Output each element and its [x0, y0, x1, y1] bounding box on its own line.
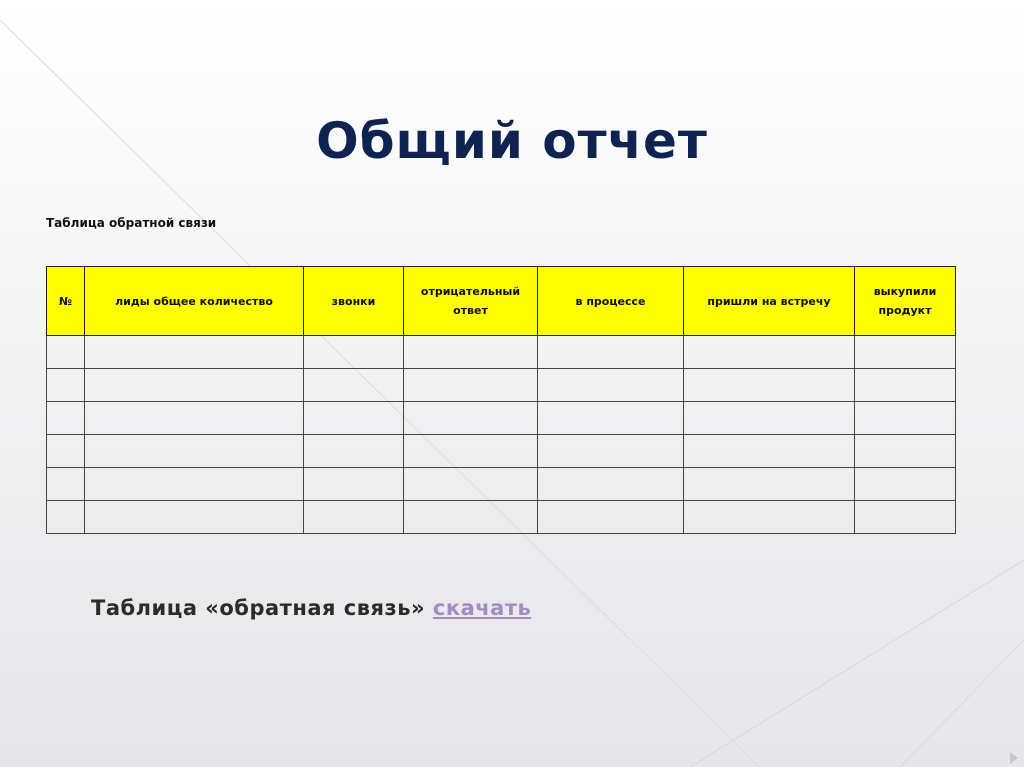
table-cell — [538, 501, 684, 534]
table-cell — [85, 402, 304, 435]
download-link[interactable]: скачать — [432, 596, 532, 620]
table-cell — [304, 336, 404, 369]
table-cell — [538, 402, 684, 435]
feedback-table — [46, 266, 956, 534]
table-cell — [538, 369, 684, 402]
table-cell — [684, 369, 855, 402]
table-cell — [855, 336, 956, 369]
table-cell — [404, 468, 538, 501]
table-cell — [304, 501, 404, 534]
column-header: в процессе — [538, 267, 684, 336]
table-cell — [304, 468, 404, 501]
table-cell — [404, 336, 538, 369]
table-cell — [85, 336, 304, 369]
table-body — [47, 336, 956, 534]
download-text: Таблица «обратная связь» — [91, 596, 426, 620]
table-cell — [47, 402, 85, 435]
table-cell — [404, 369, 538, 402]
table-cell — [304, 369, 404, 402]
download-line — [91, 596, 531, 620]
table-cell — [855, 468, 956, 501]
table-cell — [47, 435, 85, 468]
slide-title: Общий отчет — [316, 112, 708, 170]
table-cell — [855, 369, 956, 402]
table-cell — [85, 369, 304, 402]
column-header: звонки — [304, 267, 404, 336]
table-cell — [304, 402, 404, 435]
table-row — [47, 402, 956, 435]
table-cell — [684, 402, 855, 435]
table-row — [47, 336, 956, 369]
table-cell — [684, 435, 855, 468]
table-cell — [404, 501, 538, 534]
table-row — [47, 468, 956, 501]
table-cell — [538, 468, 684, 501]
table-header-row — [47, 267, 956, 336]
table-cell — [855, 435, 956, 468]
table-row — [47, 501, 956, 534]
column-header: № — [47, 267, 85, 336]
table-cell — [47, 468, 85, 501]
table-cell — [47, 501, 85, 534]
table-row — [47, 435, 956, 468]
table-cell — [47, 336, 85, 369]
table-cell — [404, 435, 538, 468]
table-cell — [684, 501, 855, 534]
table-cell — [304, 435, 404, 468]
table-row — [47, 369, 956, 402]
table-cell — [538, 435, 684, 468]
table-caption: Таблица обратной связи — [46, 216, 217, 230]
column-header: пришли на встречу — [684, 267, 855, 336]
table-cell — [85, 501, 304, 534]
table-cell — [85, 468, 304, 501]
table-cell — [85, 435, 304, 468]
table-cell — [855, 501, 956, 534]
table-cell — [404, 402, 538, 435]
table-cell — [684, 468, 855, 501]
column-header: отрицательный ответ — [404, 267, 538, 336]
column-header: лиды общее количество — [85, 267, 304, 336]
column-header: выкупили продукт — [855, 267, 956, 336]
table-cell — [855, 402, 956, 435]
table-cell — [538, 336, 684, 369]
table-cell — [684, 336, 855, 369]
table-cell — [47, 369, 85, 402]
next-slide-icon — [1010, 752, 1018, 764]
